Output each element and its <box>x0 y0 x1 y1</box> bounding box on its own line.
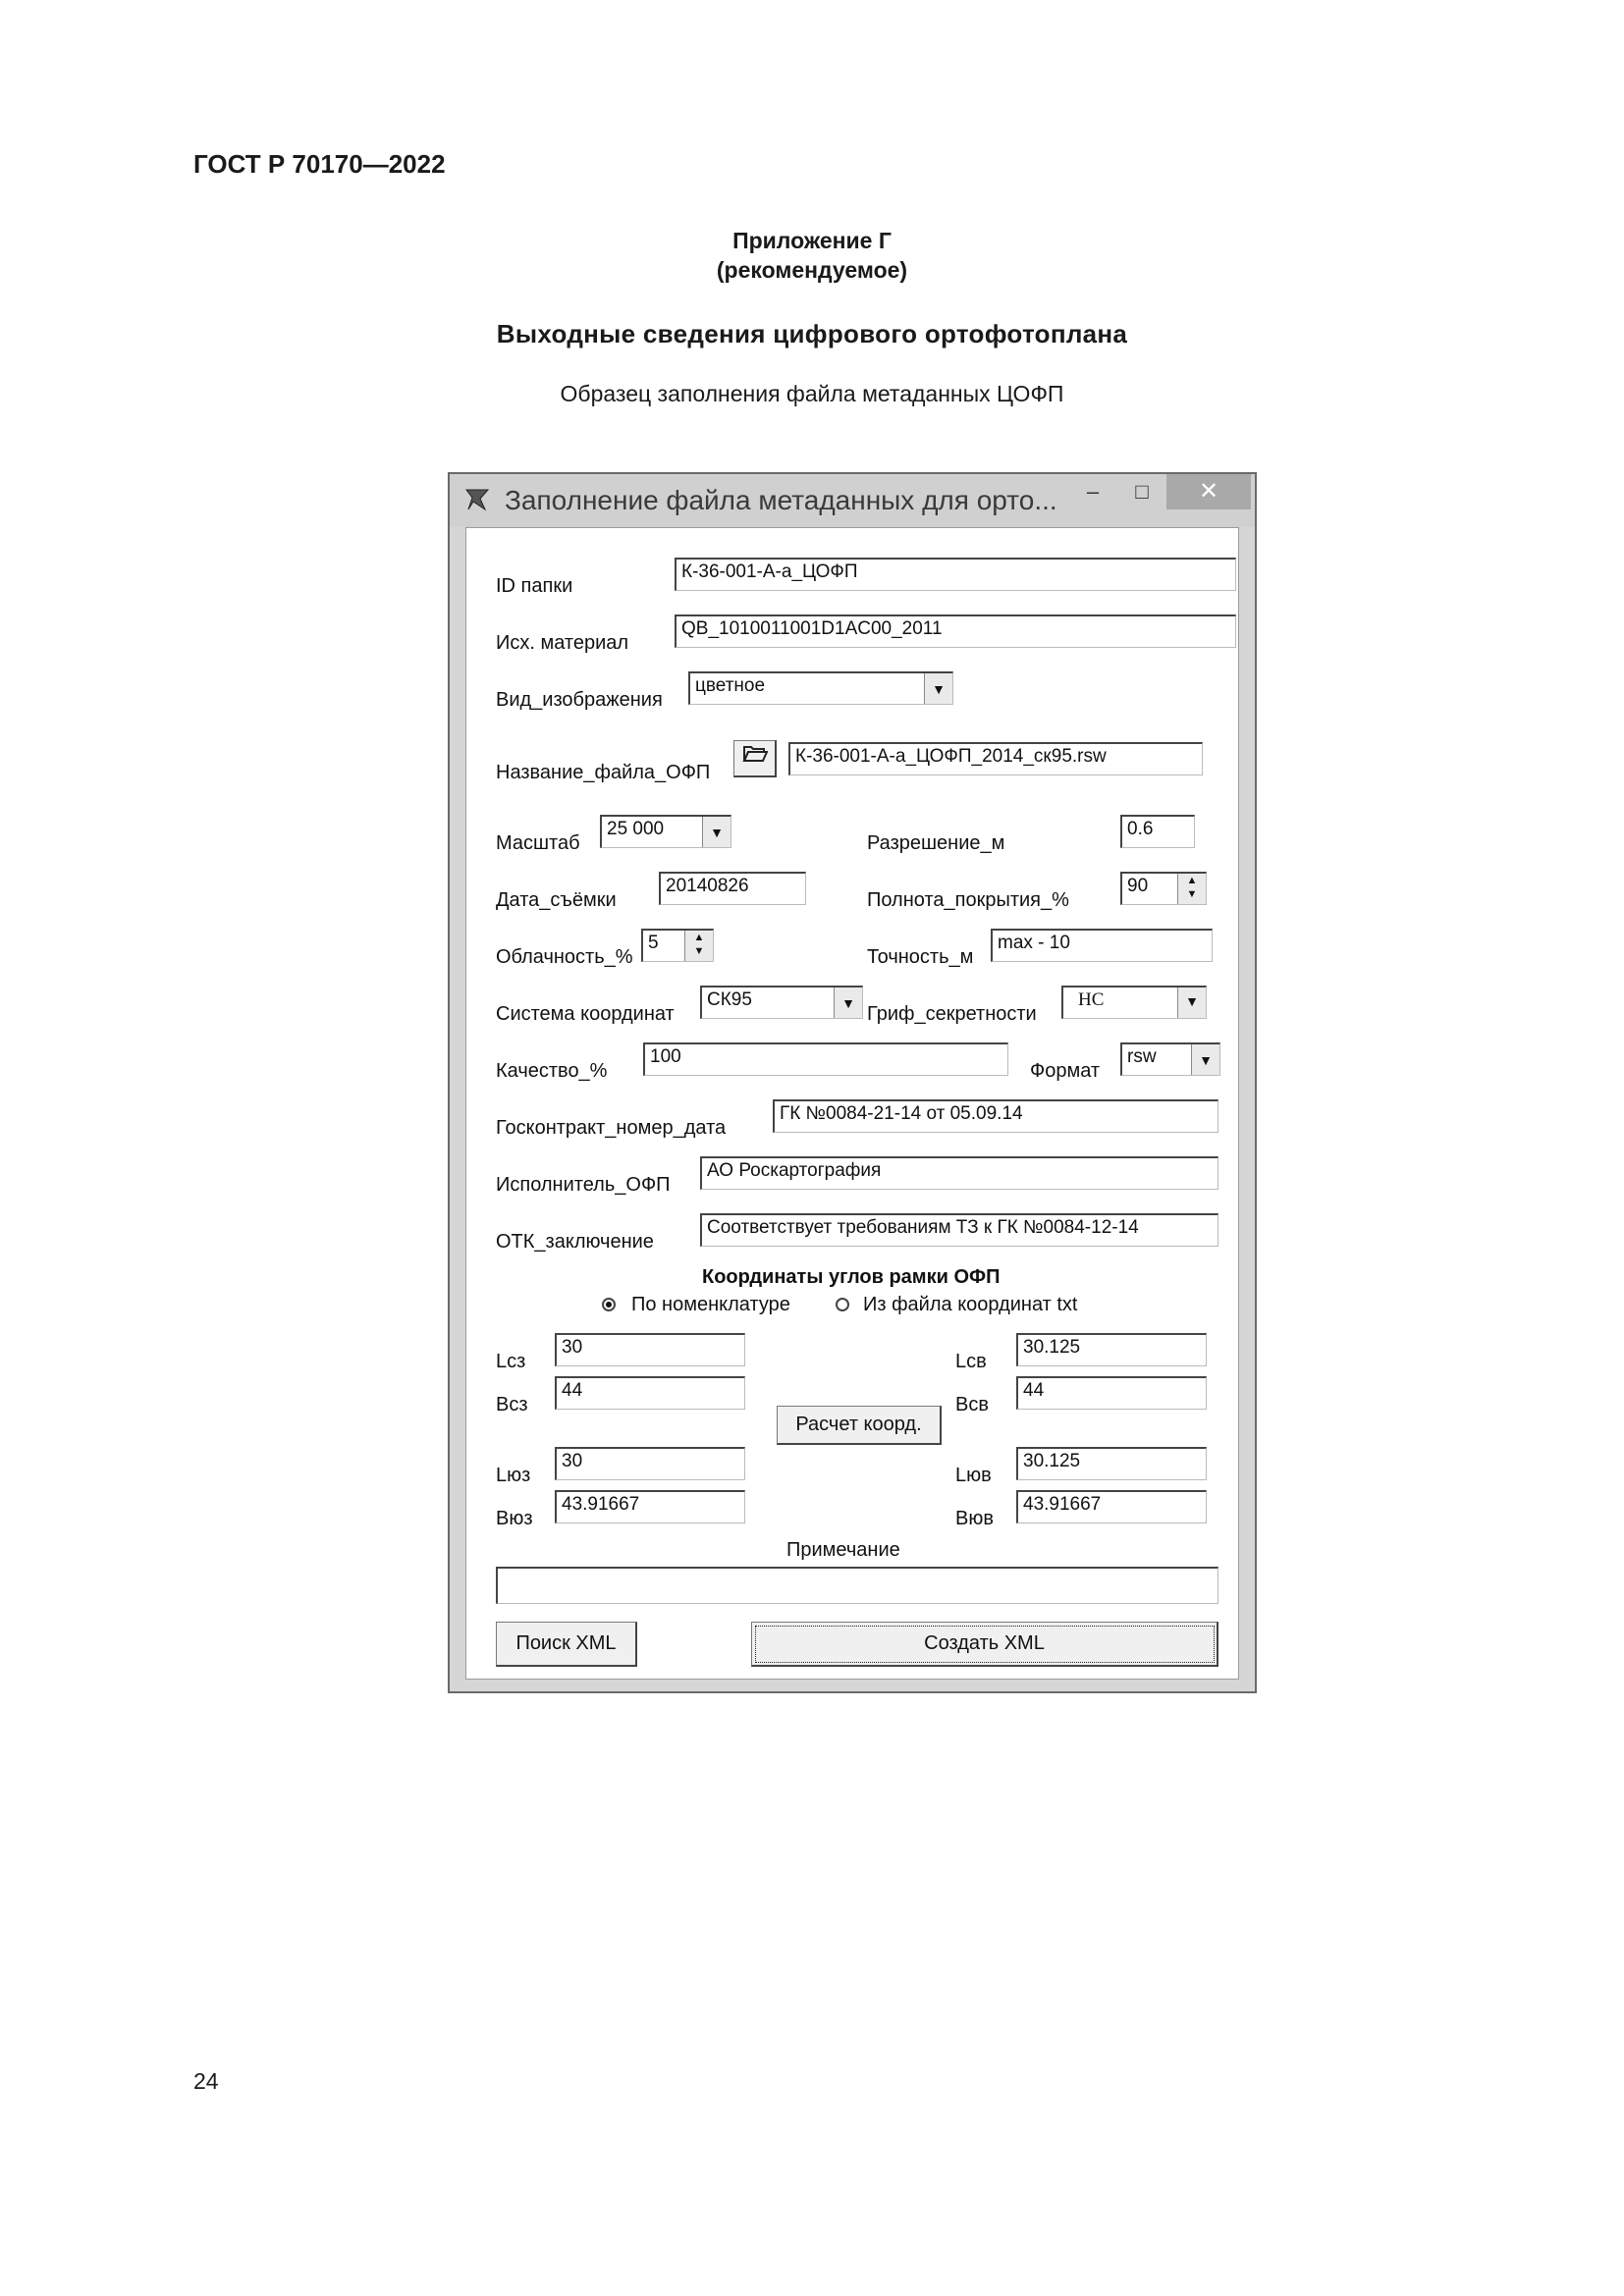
qc-conclusion-input[interactable]: Соответствует требованиям ТЗ к ГК №0084-12-14 <box>700 1213 1218 1247</box>
folder-id-label: ID папки <box>496 575 573 597</box>
bsz-label: Bсз <box>496 1394 528 1415</box>
maximize-button[interactable]: □ <box>1135 479 1149 504</box>
appendix-title: Приложение Г <box>732 228 892 253</box>
coord-system-value: СК95 <box>707 989 752 1010</box>
lsv-label: Lсв <box>955 1351 987 1372</box>
cloudiness-label: Облачность_% <box>496 946 633 968</box>
metadata-window <box>448 472 1257 1693</box>
radio-nomenclature[interactable] <box>602 1298 616 1311</box>
secrecy-select[interactable] <box>1061 986 1207 1019</box>
chevron-down-icon[interactable]: ▼ <box>834 988 862 1018</box>
note-input[interactable] <box>496 1567 1218 1604</box>
format-label: Формат <box>1030 1060 1101 1082</box>
byv-label: Bюв <box>955 1508 994 1529</box>
accuracy-input[interactable]: max - 10 <box>991 929 1213 962</box>
coord-system-select[interactable] <box>700 986 863 1019</box>
cloudiness-stepper[interactable] <box>641 929 714 962</box>
lsz-input[interactable]: 30 <box>555 1333 745 1366</box>
chevron-down-icon[interactable]: ▼ <box>1177 988 1206 1018</box>
spin-arrows-icon[interactable]: ▲ ▼ <box>684 931 713 961</box>
contract-input[interactable]: ГК №0084-21-14 от 05.09.14 <box>773 1099 1218 1133</box>
create-xml-button[interactable]: Создать XML <box>751 1622 1218 1667</box>
byz-label: Bюз <box>496 1508 533 1529</box>
window-title: Заполнение файла метаданных для орто... <box>505 485 1057 515</box>
scale-label: Масштаб <box>496 832 580 854</box>
file-name-label: Название_файла_ОФП <box>496 762 711 783</box>
note-label: Примечание <box>786 1539 900 1561</box>
qc-conclusion-label: ОТК_заключение <box>496 1231 654 1253</box>
scale-value: 25 000 <box>607 819 665 839</box>
lsv-input[interactable]: 30.125 <box>1016 1333 1207 1366</box>
secrecy-value: НС <box>1078 989 1105 1010</box>
scale-select[interactable] <box>600 815 731 848</box>
byz-input[interactable]: 43.91667 <box>555 1490 745 1523</box>
figure-caption: Образец заполнения файла метаданных ЦОФП <box>560 381 1064 406</box>
lyv-input[interactable]: 30.125 <box>1016 1447 1207 1480</box>
bsv-input[interactable]: 44 <box>1016 1376 1207 1410</box>
secrecy-label: Гриф_секретности <box>867 1003 1037 1025</box>
quality-input[interactable]: 100 <box>643 1042 1008 1076</box>
radio-from-file-label: Из файла координат txt <box>863 1294 1078 1315</box>
cloudiness-value: 5 <box>648 933 659 953</box>
folder-open-icon <box>742 743 768 763</box>
bsv-label: Bсв <box>955 1394 989 1415</box>
format-value: rsw <box>1127 1046 1157 1067</box>
lyz-input[interactable]: 30 <box>555 1447 745 1480</box>
lyz-label: Lюз <box>496 1465 531 1486</box>
executor-input[interactable]: АО Роскартография <box>700 1156 1218 1190</box>
radio-from-file[interactable] <box>836 1298 849 1311</box>
section-title: Выходные сведения цифрового ортофотоплана <box>496 319 1128 348</box>
radio-nomenclature-label: По номенклатуре <box>631 1294 790 1315</box>
search-xml-button[interactable]: Поиск XML <box>496 1622 637 1667</box>
appendix-type: (рекомендуемое) <box>716 257 908 283</box>
form-area <box>465 527 1239 1680</box>
coverage-label: Полнота_покрытия_% <box>867 889 1069 911</box>
coverage-stepper[interactable] <box>1120 872 1207 905</box>
file-name-input[interactable]: К-36-001-А-а_ЦОФП_2014_ск95.rsw <box>788 742 1203 775</box>
document-code: ГОСТ Р 70170—2022 <box>193 149 446 179</box>
spin-arrows-icon[interactable]: ▲ ▼ <box>1177 874 1206 904</box>
folder-id-input[interactable]: К-36-001-А-а_ЦОФП <box>675 558 1236 591</box>
image-type-label: Вид_изображения <box>496 689 663 711</box>
lsz-label: Lсз <box>496 1351 526 1372</box>
browse-file-button[interactable] <box>733 740 777 777</box>
survey-date-input[interactable]: 20140826 <box>659 872 806 905</box>
image-type-select[interactable] <box>688 671 953 705</box>
minimize-button[interactable]: – <box>1086 479 1100 504</box>
window-titlebar[interactable] <box>450 474 1255 527</box>
lyv-label: Lюв <box>955 1465 992 1486</box>
chevron-down-icon[interactable]: ▼ <box>1191 1044 1219 1075</box>
calc-coords-button[interactable]: Расчет коорд. <box>777 1406 942 1445</box>
coverage-value: 90 <box>1127 876 1149 896</box>
corners-heading: Координаты углов рамки ОФП <box>702 1266 1001 1288</box>
coord-system-label: Система координат <box>496 1003 675 1025</box>
source-material-input[interactable]: QB_1010011001D1AC00_2011 <box>675 614 1236 648</box>
chevron-down-icon[interactable]: ▼ <box>702 817 731 847</box>
survey-date-label: Дата_съёмки <box>496 889 617 911</box>
accuracy-label: Точность_м <box>867 946 974 968</box>
app-icon <box>463 486 491 513</box>
page-number: 24 <box>193 2068 219 2094</box>
chevron-down-icon[interactable]: ▼ <box>924 673 952 704</box>
bsz-input[interactable]: 44 <box>555 1376 745 1410</box>
close-button[interactable]: ✕ <box>1166 474 1251 509</box>
format-select[interactable] <box>1120 1042 1220 1076</box>
image-type-value: цветное <box>695 675 766 696</box>
resolution-label: Разрешение_м <box>867 832 1005 854</box>
contract-label: Госконтракт_номер_дата <box>496 1117 727 1139</box>
executor-label: Исполнитель_ОФП <box>496 1174 671 1196</box>
resolution-input[interactable]: 0.6 <box>1120 815 1195 848</box>
byv-input[interactable]: 43.91667 <box>1016 1490 1207 1523</box>
source-material-label: Исх. материал <box>496 632 629 654</box>
quality-label: Качество_% <box>496 1060 608 1082</box>
